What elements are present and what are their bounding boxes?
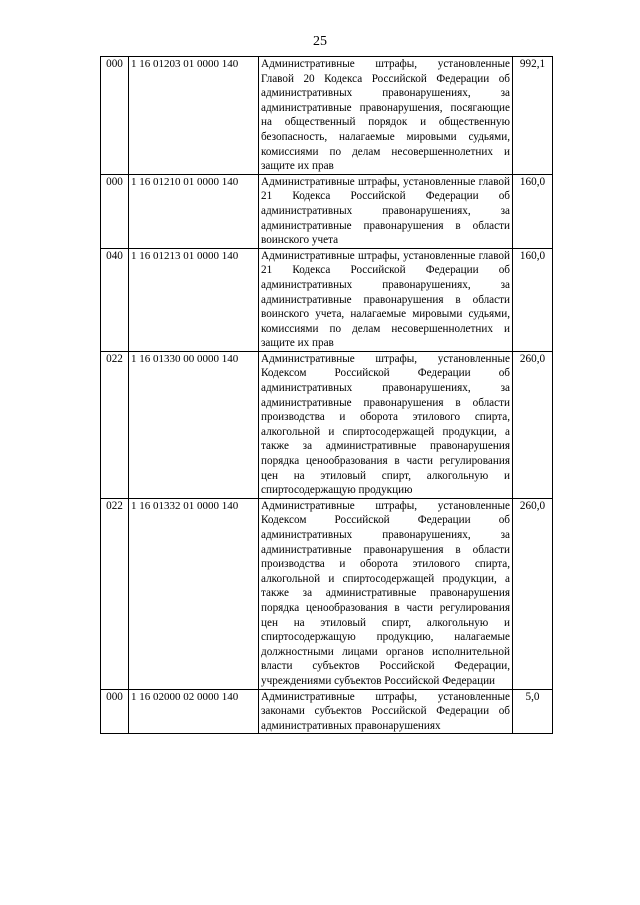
admin-code-cell: 040: [101, 248, 129, 351]
budget-code-cell: 1 16 01332 01 0000 140: [129, 498, 259, 689]
description-cell: Административные штрафы, установленные Кодексом Российской Федерации об административных правонарушениях, за административные правонарушения в области производства и оборота этилового спирта, алкогольной и спиртосодержащей продукции, а также за административные правонарушения порядка ценообразования в части регулирования цен на этиловый спирт, алкогольную и спиртосодержащую продукцию, налагаемые должностными лицами органов исполнительной власти субъектов Российской Федерации, учреждениями субъектов Российской Федерации: [259, 498, 513, 689]
admin-code-cell: 000: [101, 57, 129, 175]
budget-code-cell: 1 16 01330 00 0000 140: [129, 351, 259, 498]
page-number: 25: [313, 34, 327, 49]
admin-code-cell: 022: [101, 351, 129, 498]
description-cell: Административные штрафы, установленные Главой 20 Кодекса Российской Федерации об административных правонарушениях, за административные правонарушения, посягающие на общественный порядок и общественную безопасность, налагаемые мировыми судьями, комиссиями по делам несовершеннолетних и защите их прав: [259, 57, 513, 175]
admin-code-cell: 022: [101, 498, 129, 689]
amount-cell: 160,0: [513, 248, 553, 351]
admin-code-cell: 000: [101, 174, 129, 248]
description-cell: Административные штрафы, установленные Кодексом Российской Федерации об административных правонарушениях, за административные правонарушения в области производства и оборота этилового спирта, алкогольной и спиртосодержащей продукции, а также за административные правонарушения порядка ценообразования в части регулирования цен на этиловый спирт, алкогольную и спиртосодержащую продукцию: [259, 351, 513, 498]
amount-cell: 992,1: [513, 57, 553, 175]
budget-code-cell: 1 16 01203 01 0000 140: [129, 57, 259, 175]
amount-cell: 5,0: [513, 689, 553, 734]
budget-table: [100, 56, 553, 734]
budget-code-cell: 1 16 01213 01 0000 140: [129, 248, 259, 351]
amount-cell: 260,0: [513, 351, 553, 498]
description-cell: Административные штрафы, установленные законами субъектов Российской Федерации об административных правонарушениях: [259, 689, 513, 734]
table-row: [101, 174, 553, 248]
table-row: [101, 351, 553, 498]
amount-cell: 160,0: [513, 174, 553, 248]
admin-code-cell: 000: [101, 689, 129, 734]
table-row: [101, 248, 553, 351]
description-cell: Административные штрафы, установленные главой 21 Кодекса Российской Федерации об административных правонарушениях, за административные правонарушения в области воинского учета, налагаемые мировыми судьями, комиссиями по делам несовершеннолетних и защите их прав: [259, 248, 513, 351]
description-cell: Административные штрафы, установленные главой 21 Кодекса Российской Федерации об административных правонарушениях, за административные правонарушения в области воинского учета: [259, 174, 513, 248]
budget-code-cell: 1 16 02000 02 0000 140: [129, 689, 259, 734]
table-row: [101, 498, 553, 689]
table-row: [101, 57, 553, 175]
table-row: [101, 689, 553, 734]
budget-code-cell: 1 16 01210 01 0000 140: [129, 174, 259, 248]
amount-cell: 260,0: [513, 498, 553, 689]
